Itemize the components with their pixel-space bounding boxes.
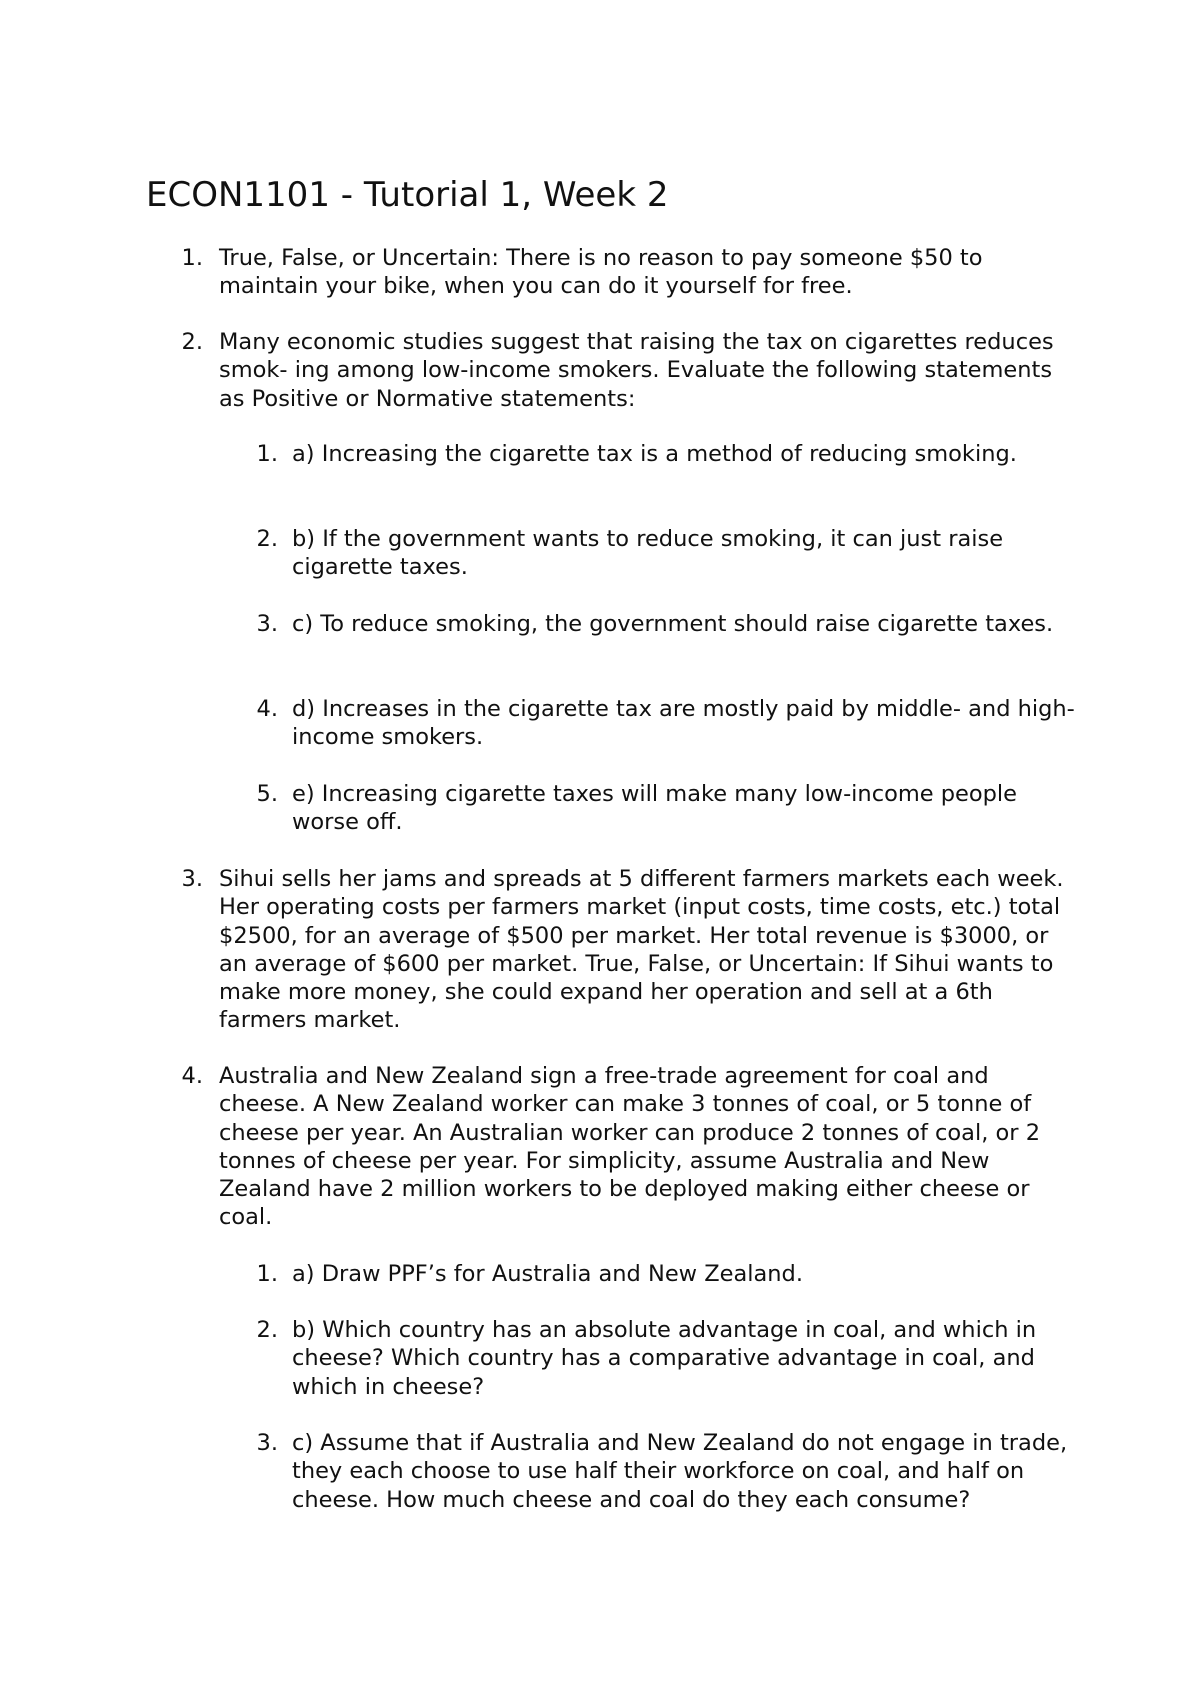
part-text: c) To reduce smoking, the government should raise cigarette taxes. (292, 611, 1054, 637)
page-title: ECON1101 - Tutorial 1, Week 2 (146, 175, 669, 215)
part-text: a) Increasing the cigarette tax is a method of reducing smoking. (292, 441, 1017, 467)
question-text: Sihui sells her jams and spreads at 5 different farmers markets each week. Her operating costs per farmers market (input costs, time costs, etc.) total $2500, for an average of $500 per market. Her total revenue is $3000, or an average of $600 per market. True, False, or Uncertain: If Sihui wants to make more money, she could expand her operation and sell at a 6th farmers market. (219, 866, 1064, 1034)
question-4 (181, 1062, 1079, 1232)
question-4-part-c (256, 1429, 1082, 1514)
question-number: 2. (181, 329, 203, 355)
question-4-part-b (256, 1316, 1082, 1401)
part-number: 2. (256, 1317, 278, 1343)
question-number: 1. (181, 245, 203, 271)
part-number: 1. (256, 441, 278, 467)
question-2-part-e (256, 780, 1082, 837)
question-number: 4. (181, 1063, 203, 1089)
part-text: d) Increases in the cigarette tax are mostly paid by middle- and high-income smokers. (292, 696, 1075, 751)
part-text: b) If the government wants to reduce smoking, it can just raise cigarette taxes. (292, 526, 1004, 581)
part-text: a) Draw PPF’s for Australia and New Zealand. (292, 1261, 803, 1287)
part-number: 4. (256, 696, 278, 722)
question-4-part-a (256, 1260, 1082, 1288)
part-number: 1. (256, 1261, 278, 1287)
part-number: 2. (256, 526, 278, 552)
question-2-part-a (256, 440, 1082, 468)
question-text: Australia and New Zealand sign a free-trade agreement for coal and cheese. A New Zealand worker can make 3 tonnes of coal, or 5 tonne of cheese per year. An Australian worker can produce 2 tonnes of coal, or 2 tonnes of cheese per year. For simplicity, assume Australia and New Zealand have 2 million workers to be deployed making either cheese or coal. (219, 1063, 1041, 1231)
question-2-part-c (256, 610, 1082, 638)
question-number: 3. (181, 866, 203, 892)
question-2-part-b (256, 525, 1082, 582)
part-text: e) Increasing cigarette taxes will make many low-income people worse off. (292, 781, 1018, 836)
part-number: 3. (256, 611, 278, 637)
question-text: Many economic studies suggest that raising the tax on cigarettes reduces smok- ing among low-income smokers. Evaluate the following statements as Positive or Normative statements: (219, 329, 1054, 412)
part-text: b) Which country has an absolute advantage in coal, and which in cheese? Which country has a comparative advantage in coal, and which in cheese? (292, 1317, 1037, 1400)
question-2-part-d (256, 695, 1082, 752)
part-number: 5. (256, 781, 278, 807)
question-1 (181, 244, 1079, 301)
question-text: True, False, or Uncertain: There is no reason to pay someone $50 to maintain your bike, when you can do it yourself for free. (219, 245, 983, 300)
part-number: 3. (256, 1430, 278, 1456)
part-text: c) Assume that if Australia and New Zealand do not engage in trade, they each choose to use half their workforce on coal, and half on cheese. How much cheese and coal do they each consume? (292, 1430, 1068, 1513)
question-2 (181, 328, 1079, 413)
question-3 (181, 865, 1079, 1035)
